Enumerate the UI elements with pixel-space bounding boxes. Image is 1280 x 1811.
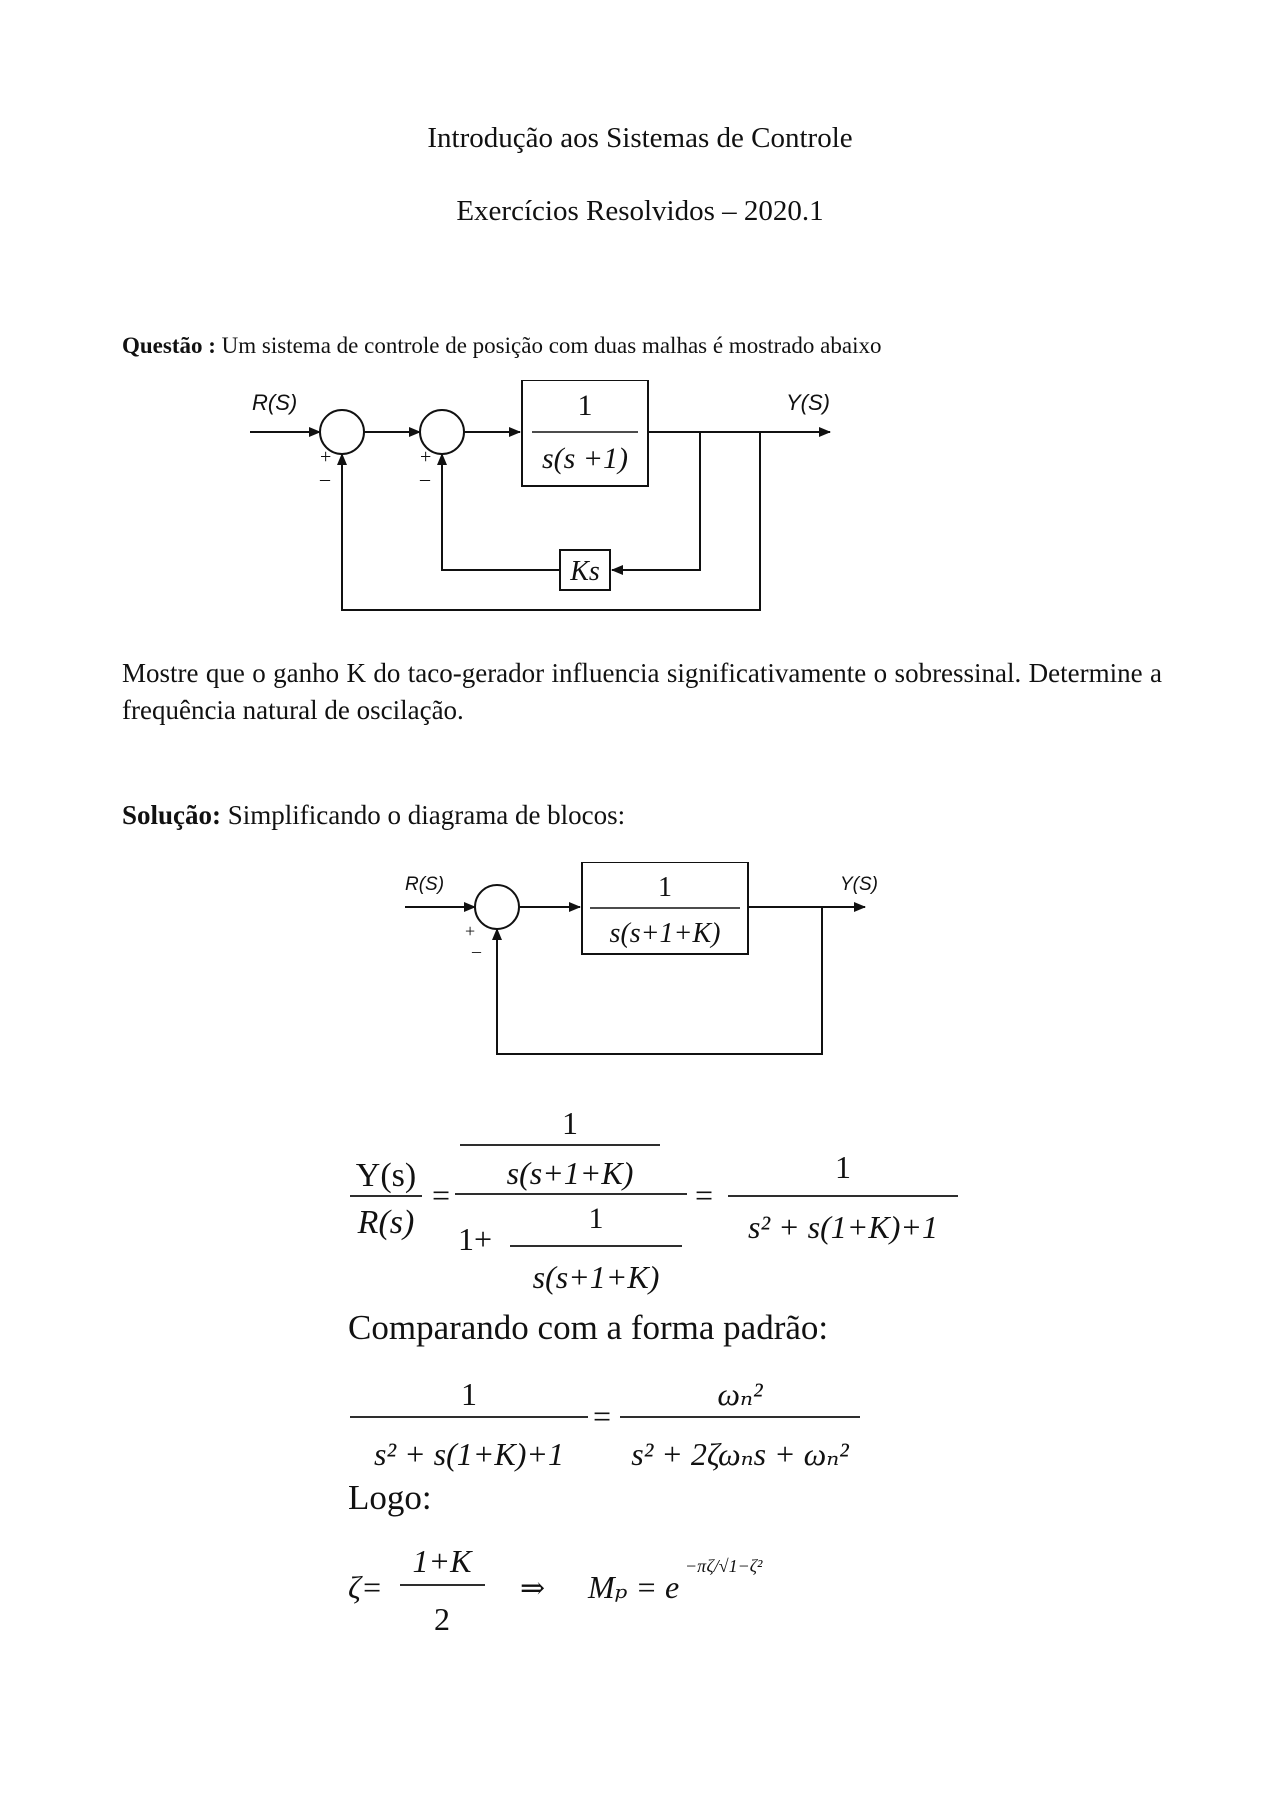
question-line <box>122 333 881 359</box>
diagram1-plus-inner: + <box>420 446 432 468</box>
lower-fraction-numerator: 1 <box>588 1202 604 1235</box>
lhs-denominator: s² + s(1+K)+1 <box>374 1436 564 1472</box>
diagram1-plant-denominator: s(s +1) <box>541 442 629 475</box>
solution-text: Simplificando o diagrama de blocos: <box>227 800 626 830</box>
equals-sign-1: = <box>432 1177 451 1213</box>
equals-sign-2: = <box>695 1177 714 1213</box>
overshoot-exponent: −πζ/√1−ζ² <box>685 1556 763 1576</box>
block-diagram-simplified <box>400 862 890 1062</box>
standard-form-equation <box>340 1365 880 1485</box>
zeta-denominator: 2 <box>434 1601 450 1637</box>
zeta-numerator: 1+K <box>412 1543 472 1579</box>
lhs-numerator: 1 <box>461 1376 477 1412</box>
implies-arrow: ⇒ <box>520 1572 546 1605</box>
std-denominator: s² + 2ζωₙs + ωₙ² <box>631 1436 849 1472</box>
zeta-symbol: ζ= <box>348 1569 383 1605</box>
diagram1-output-label: Y(S) <box>786 390 830 415</box>
diagram2-output-label: Y(S) <box>840 874 878 895</box>
diagram2-input-label: R(S) <box>405 874 445 895</box>
diagram2-plant-numerator: 1 <box>658 872 672 903</box>
tf-numerator: Y(s) <box>355 1157 417 1194</box>
inner-fraction-numerator: 1 <box>562 1105 578 1141</box>
one-plus: 1+ <box>458 1221 493 1257</box>
overshoot-formula: Mₚ = e <box>588 1569 680 1605</box>
summing-junction <box>475 885 519 929</box>
inner-fraction-denominator: s(s+1+K) <box>506 1155 634 1191</box>
diagram2-plant-denominator: s(s+1+K) <box>609 918 721 949</box>
logo-heading: Logo: <box>348 1478 432 1517</box>
solution-label: Solução: <box>122 800 222 830</box>
characteristic-polynomial: s² + s(1+K)+1 <box>748 1209 938 1245</box>
tf-denominator: R(s) <box>357 1204 415 1241</box>
diagram1-minus-inner: – <box>420 468 430 490</box>
lower-fraction-denominator: s(s+1+K) <box>532 1259 660 1295</box>
compare-heading: Comparando com a forma padrão: <box>348 1308 829 1347</box>
overshoot-equation <box>340 1530 900 1640</box>
question-label: Questão : <box>122 333 216 358</box>
solution-line <box>122 800 625 831</box>
document-title: Introdução aos Sistemas de Controle <box>427 122 853 154</box>
transfer-function-equation <box>340 1098 980 1298</box>
document-subtitle: Exercícios Resolvidos – 2020.1 <box>456 195 824 227</box>
diagram2-plus: + <box>465 921 476 941</box>
diagram1-minus-outer: – <box>320 468 330 490</box>
diagram1-plus-outer: + <box>320 446 332 468</box>
result-numerator: 1 <box>835 1149 851 1185</box>
std-numerator: ωₙ² <box>717 1376 763 1412</box>
diagram1-feedback-label: Ks <box>570 556 600 587</box>
diagram2-minus: – <box>472 941 481 961</box>
diagram1-input-label: R(S) <box>252 390 298 415</box>
question-text: Um sistema de controle de posição com duas malhas é mostrado abaixo <box>221 333 882 358</box>
diagram1-plant-numerator: 1 <box>577 389 593 422</box>
question-prompt: Mostre que o ganho K do taco-gerador influencia significativamente o sobressinal. Determine a frequência natural de oscilação. <box>122 658 1162 725</box>
block-diagram-two-loops <box>230 380 850 630</box>
equals-sign-3: = <box>593 1398 612 1434</box>
